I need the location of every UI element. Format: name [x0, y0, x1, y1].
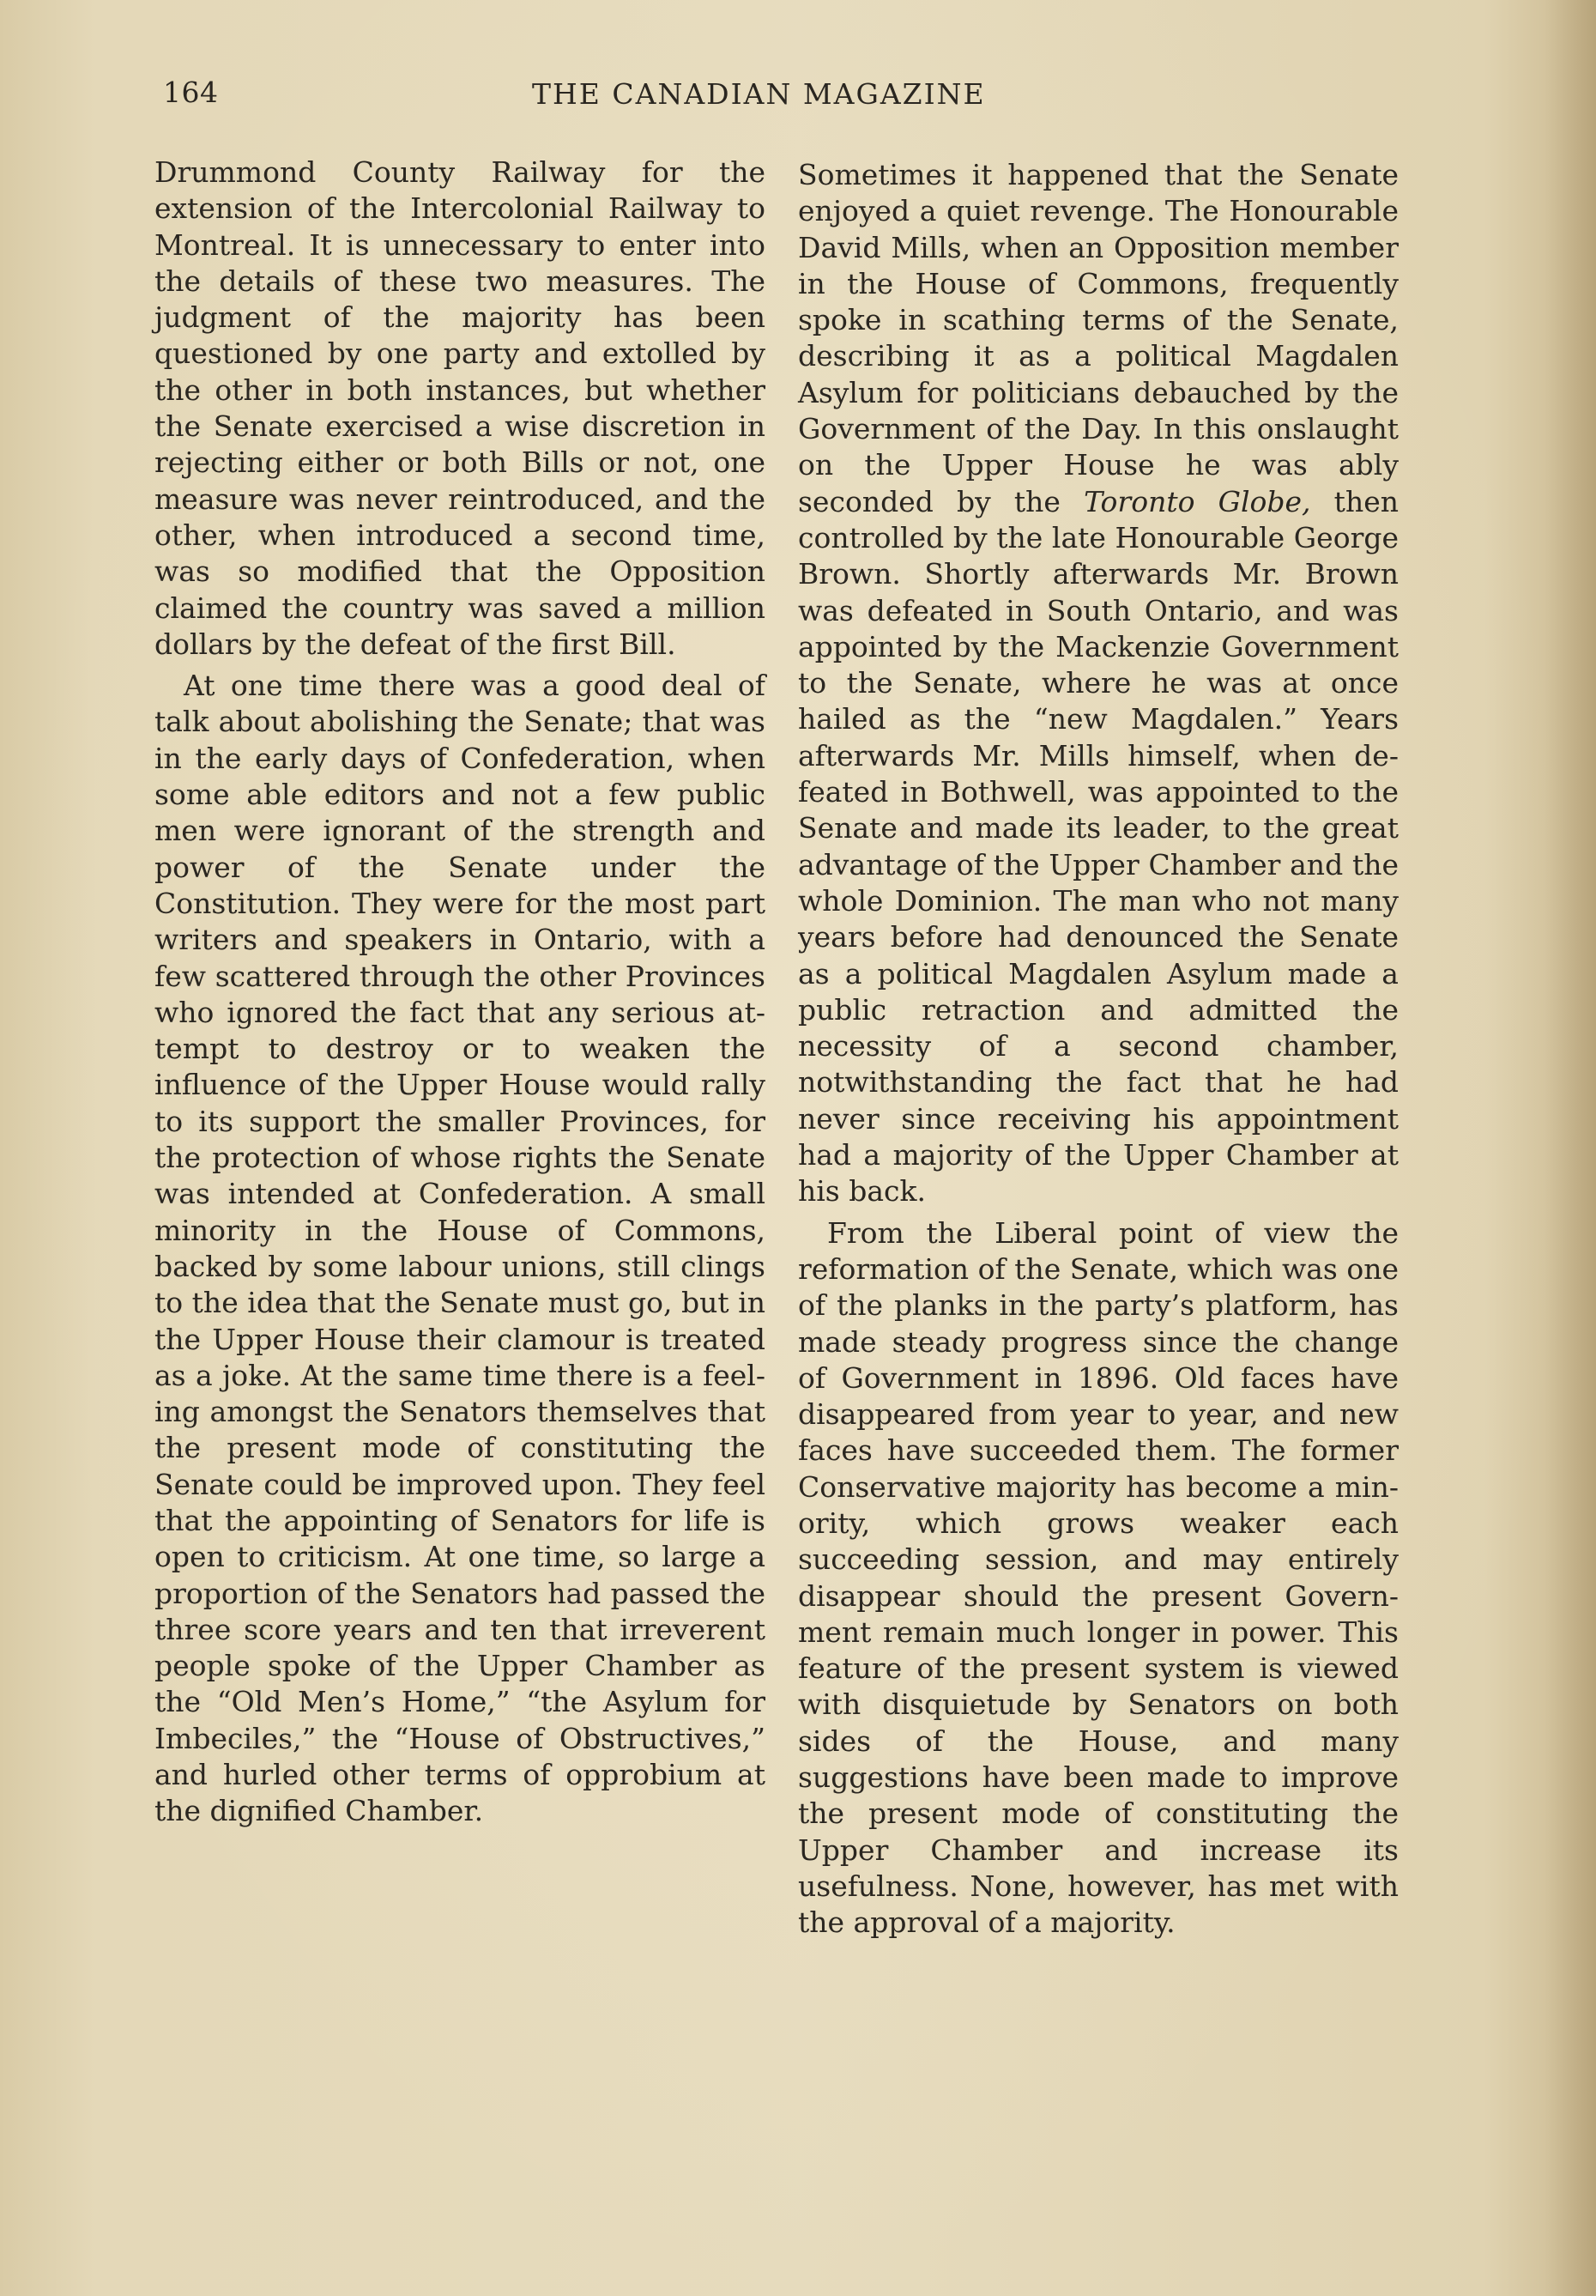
page-edge-shadow	[1545, 0, 1596, 2296]
running-head: THE CANADIAN MAGAZINE	[532, 77, 986, 111]
paragraph: From the Liberal point of view the reformation of the Senate, which was one of the planks in the party’s platform, has made steady progress since the change of Government in 1896. Old faces have disappeared from year to year, and new faces have succeeded them. The former Conservative majority has become a minority, which grows weaker each succeeding session, and may entirely disappear should the present Government remain much longer in power. This feature of the present system is viewed with disquietude by Senators on both sides of the House, and many suggestions have been made to improve the present mode of constituting the Upper Chamber and increase its usefulness. None, however, has met with the approval of a majority.	[798, 1215, 1399, 1940]
newspaper-title: Toronto Globe,	[1084, 484, 1311, 518]
paragraph: Drummond County Railway for the extension of the Intercolonial Railway to Montreal. It is unnecessary to enter into the details of these two measures. The judgment of the majority has been questioned by one party and extolled by the other in both instances, but whether the Senate exercised a wise discretion in rejecting either or both Bills or not, one measure was never reintroduced, and the other, when introduced a second time, was so modified that the Opposition claimed the country was saved a million dollars by the defeat of the first Bill.	[154, 155, 765, 661]
paragraph-text: Sometimes it happened that the Senate enjoyed a quiet revenge. The Honourable David Mills, when an Opposition member in the House of Commons, frequently spoke in scathing terms of the Senate, describing it as a political Magdalen Asylum for politicians debauched by the Government of the Day. In this onslaught on the Upper House he was ably seconded by the	[798, 158, 1399, 518]
paragraph-text: then controlled by the late Honourable George Brown. Shortly afterwards Mr. Brown was defeated in South Ontario, and was appointed by the Mackenzie Government to the Senate, where he was at once hailed as the “new Magdalen.” Years afterwards Mr. Mills himself, when defeated in Bothwell, was appointed to the Senate and made its leader, to the great advantage of the Upper Chamber and the whole Dominion. The man who not many years before had denounced the Senate as a political Magdalen Asylum made a public retraction and admitted the necessity of a second chamber, notwithstanding the fact that he had never since receiving his appointment had a majority of the Upper Chamber at his back.	[798, 484, 1399, 1209]
page-number: 164	[163, 76, 219, 109]
left-column	[154, 154, 765, 1830]
page-header	[163, 76, 1055, 118]
right-column	[798, 157, 1399, 1942]
paragraph: At one time there was a good deal of talk about abolishing the Senate; that was in the early days of Confederation, when some able editors and not a few public men were ignorant of the strength and power of the Senate under the Constitution. They were for the most part writers and speakers in Ontario, with a few scattered through the other Provinces who ignored the fact that any serious attempt to destroy or to weaken the influence of the Upper House would rally to its support the smaller Provinces, for the protection of whose rights the Senate was intended at Confederation. A small minority in the House of Commons, backed by some labour unions, still clings to the idea that the Senate must go, but in the Upper House their clamour is treated as a joke. At the same time there is a feeling amongst the Senators themselves that the present mode of constituting the Senate could be improved upon. They feel that the appointing of Senators for life is open to criticism. At one time, so large a proportion of the Senators had passed the three score years and ten that irreverent people spoke of the Upper Chamber as the “Old Men’s Home,” “the Asylum for Imbeciles,” the “House of Obstructives,” and hurled other terms of opprobium at the dignified Chamber.	[154, 669, 765, 1828]
paragraph	[798, 157, 1399, 1210]
